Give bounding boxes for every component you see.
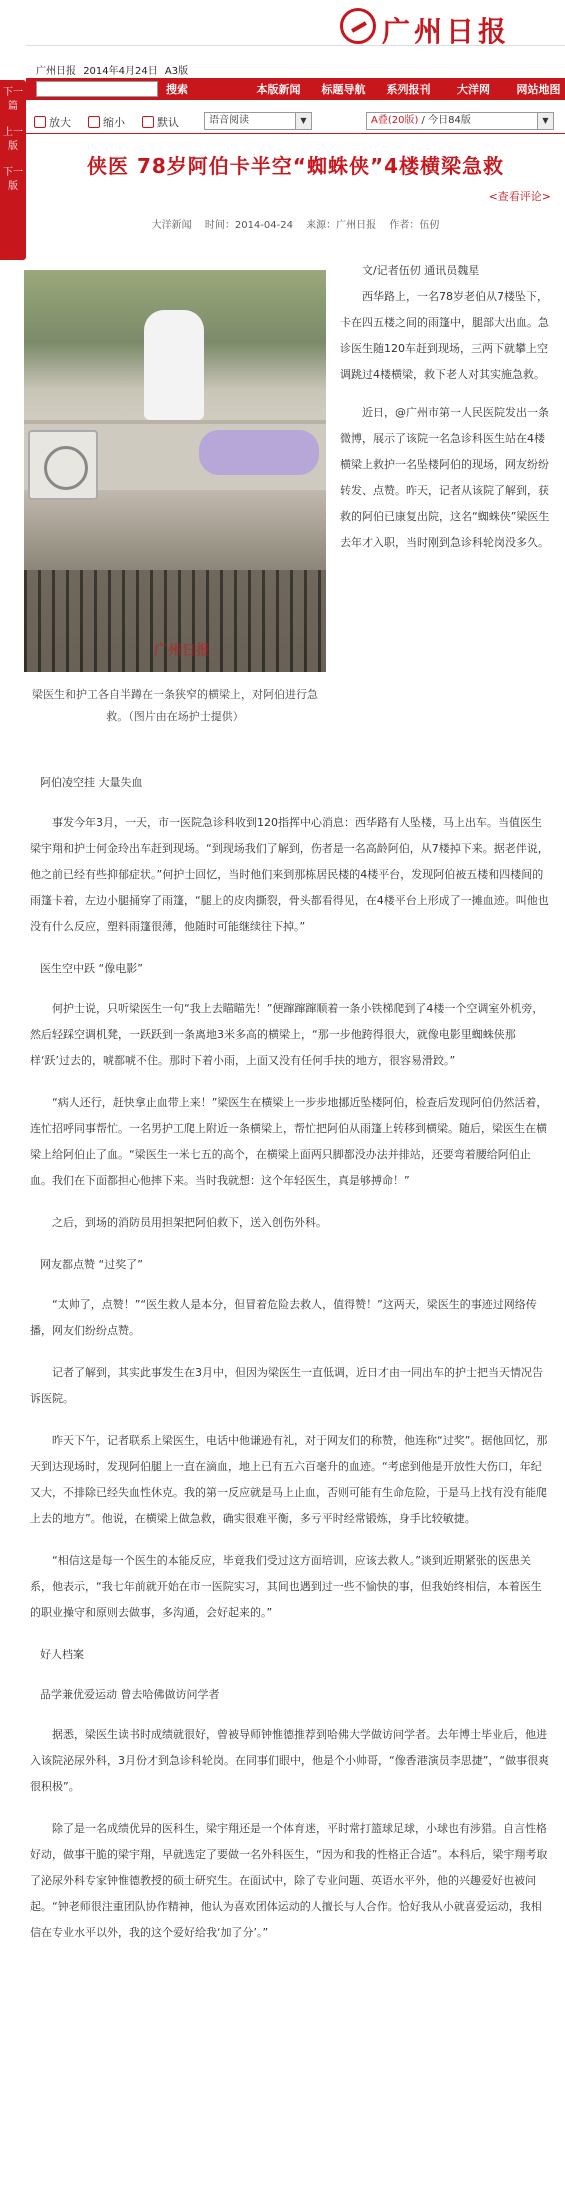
- nav-item-sitemap[interactable]: 网站地图: [516, 83, 561, 96]
- issue-info: [36, 62, 192, 77]
- nav-items: [246, 81, 565, 97]
- body-paragraph: 除了是一名成绩优异的医科生，梁宇翔还是一个体育迷，平时常打篮球足球，小球也有涉猎。自言性格好动，做事干脆的梁宇翔，早就选定了要做一名外科医生，“因为和我的性格正合适”。本科后，梁宇翔考取了泌尿外科专家钟惟德教授的硕士研究生。在面试中，除了专业问题、英语水平外，他的兴趣爱好也被问起。“钟老师很注重团队协作精神，他认为喜欢团体运动的人擅长与人合作。恰好我从小就喜爱运动，我相信在专业水平以外，我的这个爱好给我‘加了分’。”: [30, 1822, 548, 1939]
- nav-item-series[interactable]: 系列报刊: [386, 83, 431, 96]
- meta-time: 时间：2014-04-24: [204, 220, 293, 231]
- article-meta: [26, 216, 565, 231]
- meta-source: 来源：广州日报: [306, 220, 377, 231]
- default-size-label: 默认: [157, 116, 179, 129]
- zoom-out-button[interactable]: [88, 114, 125, 130]
- document-icon: [142, 116, 154, 128]
- body-paragraph: “相信这是每一个医生的本能反应，毕竟我们受过这方面培训，应该去救人。”谈到近期紧张的医患关系，他表示，“我七年前就开始在市一医院实习，其间也遇到过一些不愉快的事，但我始终相信，本着医生的职业操守和原则去做事，多沟通，会好起来的。”: [30, 1554, 542, 1619]
- nav-item-page-news[interactable]: 本版新闻: [256, 83, 301, 96]
- zoom-in-icon: [34, 116, 46, 128]
- page-select[interactable]: [366, 112, 554, 130]
- meta-author: 作者：伍仞: [389, 220, 440, 231]
- body-paragraph: 之后，到场的消防员用担架把阿伯救下，送入创伤外科。: [52, 1216, 327, 1229]
- article-body: [30, 770, 552, 1962]
- next-page-link[interactable]: 下一版: [3, 167, 23, 192]
- photo-blanket: [199, 430, 319, 475]
- issue-date: 2014年4月24日: [83, 66, 158, 77]
- page-select-total: / 今日84版: [418, 115, 471, 126]
- body-paragraph: 昨天下午，记者联系上梁医生，电话中他谦逊有礼，对于网友们的称赞，他连称“过奖”。据他回忆，那天到达现场时，发现阿伯腿上一直在滴血，地上已有五六百毫升的血迹。“考虑到他是开放性大伤口，年纪又大，不排除已经失血性休克。我的第一反应就是马上止血，否则可能有生命危险，于是马上找有没有能爬上去的地方”。他说，在横梁上做急救，确实很难平衡，多亏平时经常锻炼，身手比较敏捷。: [30, 1434, 548, 1525]
- body-paragraph: 据悉，梁医生读书时成绩就很好，曾被导师钟惟德推荐到哈佛大学做访问学者。去年博士毕业后，他进入该院泌尿外科，3月份才到急诊科轮岗。在同事们眼中，他是个小帅哥，“像香港演员李思捷”，“做事很爽很积极”。: [30, 1728, 550, 1793]
- section-heading: 医生空中跃 “像电影”: [40, 962, 143, 975]
- voice-read-select[interactable]: [204, 112, 312, 130]
- header-strip: [26, 0, 565, 46]
- section-heading: 好人档案: [40, 1648, 84, 1661]
- search-button[interactable]: 搜索: [166, 83, 188, 96]
- intro-paragraph-1: 西华路上，一名78岁老伯从7楼坠下，卡在四五楼之间的雨篷中，腿部大出血。急诊医生随120车赶到现场，三两下就攀上空调跳过4楼横梁，救下老人对其实施急救。: [340, 290, 549, 381]
- prev-article-link[interactable]: 下一篇: [3, 87, 23, 112]
- reading-toolbar: [26, 110, 565, 134]
- site-header: [26, 0, 565, 76]
- zoom-out-icon: [88, 116, 100, 128]
- body-paragraph: “太帅了，点赞！”“医生救人是本分，但冒着危险去救人，值得赞！”这两天，梁医生的事迹过网络传播，网友们纷纷点赞。: [30, 1298, 537, 1337]
- body-paragraph: 事发今年3月，一天，市一医院急诊科收到120指挥中心消息：西华路有人坠楼，马上出车。当值医生梁宇翔和护士何金玲出车赶到现场。“到现场我们了解到，伤者是一名高龄阿伯，从7楼掉下来。据老伴说，他之前已经有些抑郁症状。”何护士回忆，当时他们来到那栋居民楼的4楼平台，发现阿伯被五楼和四楼间的雨篷卡着，左边小腿捅穿了雨篷，“腿上的皮肉撕裂，骨头都看得见，在4楼平台上形成了一摊血迹。叫他也没有什么反应，塑料雨篷很薄，他随时可能继续往下掉。”: [30, 816, 549, 933]
- article-photo: [24, 270, 326, 672]
- zoom-out-label: 缩小: [103, 116, 125, 129]
- section-heading: 网友都点赞 “过奖了”: [40, 1258, 143, 1271]
- photo-caption: 梁医生和护工各自半蹲在一条狭窄的横梁上，对阿伯进行急救。（图片由在场护士提供）: [32, 688, 318, 723]
- section-heading: 品学兼优爱运动 曾去哈佛做访问学者: [40, 1688, 220, 1701]
- body-paragraph: 何护士说，只听梁医生一句“我上去瞄瞄先！”便蹿蹿蹿顺着一条小铁梯爬到了4楼一个空调室外机旁，然后轻踩空调机凳，一跃跃到一条离地3米多高的横梁上，“那一步他跨得很大，就像电影里蜘蛛侠那样‘跃’过去的，唬都唬不住。那时下着小雨，上面又没有任何手扶的地方，很容易滑跤。”: [30, 1002, 544, 1067]
- article-byline: 文/记者伍仞 通讯员魏星: [362, 264, 480, 277]
- photo-air-conditioner: [28, 430, 98, 500]
- logo-emblem-icon: [340, 8, 376, 44]
- search-input[interactable]: [36, 81, 158, 97]
- left-page-tab[interactable]: [0, 80, 26, 260]
- article-title: 侠医 78岁阿伯卡半空“蜘蛛侠”4楼横梁急救: [87, 154, 504, 178]
- view-comments-link[interactable]: <查看评论>: [488, 190, 551, 203]
- voice-read-label: 语音阅读: [209, 115, 249, 126]
- meta-source-site: 大洋新闻: [151, 220, 192, 231]
- edition-number: A3版: [164, 66, 189, 77]
- prev-page-link[interactable]: 上一版: [3, 127, 23, 152]
- body-paragraph: 记者了解到，其实此事发生在3月中，但因为梁医生一直低调，近日才由一同出车的护士把当天情况告诉医院。: [30, 1366, 543, 1405]
- page-select-section: A叠(20版): [371, 115, 419, 126]
- body-paragraph: “病人还行，赶快拿止血带上来！”梁医生在横梁上一步步地挪近坠楼阿伯，检查后发现阿伯仍然活着，连忙招呼同事帮忙。一名男护工爬上附近一条横梁上，帮忙把阿伯从雨篷上转移到横梁。随后，梁医生在横梁上给阿伯止了血。“梁医生一米七五的高个，在横梁上面两只脚都没办法并排站，还要弯着腰给阿伯止血。我们在下面都担心他摔下来。当时我就想：这个年轻医生，真是够搏命！”: [30, 1096, 548, 1187]
- site-logo[interactable]: 广州日报: [382, 15, 511, 48]
- paper-name: 广州日报: [36, 66, 76, 77]
- chevron-down-icon: ▼: [295, 113, 311, 129]
- photo-doctor: [144, 310, 204, 420]
- zoom-in-label: 放大: [49, 116, 71, 129]
- default-size-button[interactable]: [142, 114, 179, 130]
- section-heading: 阿伯凌空挂 大量失血: [40, 776, 143, 789]
- main-navigation: [26, 78, 565, 100]
- nav-item-title-nav[interactable]: 标题导航: [321, 83, 366, 96]
- photo-watermark: 广州日报: [154, 643, 210, 659]
- article-intro: [340, 258, 554, 556]
- intro-paragraph-2: 近日，@广州市第一人民医院发出一条微博，展示了该院一名急诊科医生站在4楼横梁上救护一名坠楼阿伯的现场，网友纷纷转发、点赞。昨天，记者从该院了解到，获救的阿伯已康复出院，这名“蜘蛛侠”梁医生去年才入职，当时刚到急诊科轮岗没多久。: [340, 406, 550, 549]
- nav-item-dayoo[interactable]: 大洋网: [457, 83, 490, 96]
- view-comments-label: 查看评论: [497, 190, 542, 203]
- zoom-in-button[interactable]: [34, 114, 71, 130]
- chevron-down-icon: ▼: [537, 113, 553, 129]
